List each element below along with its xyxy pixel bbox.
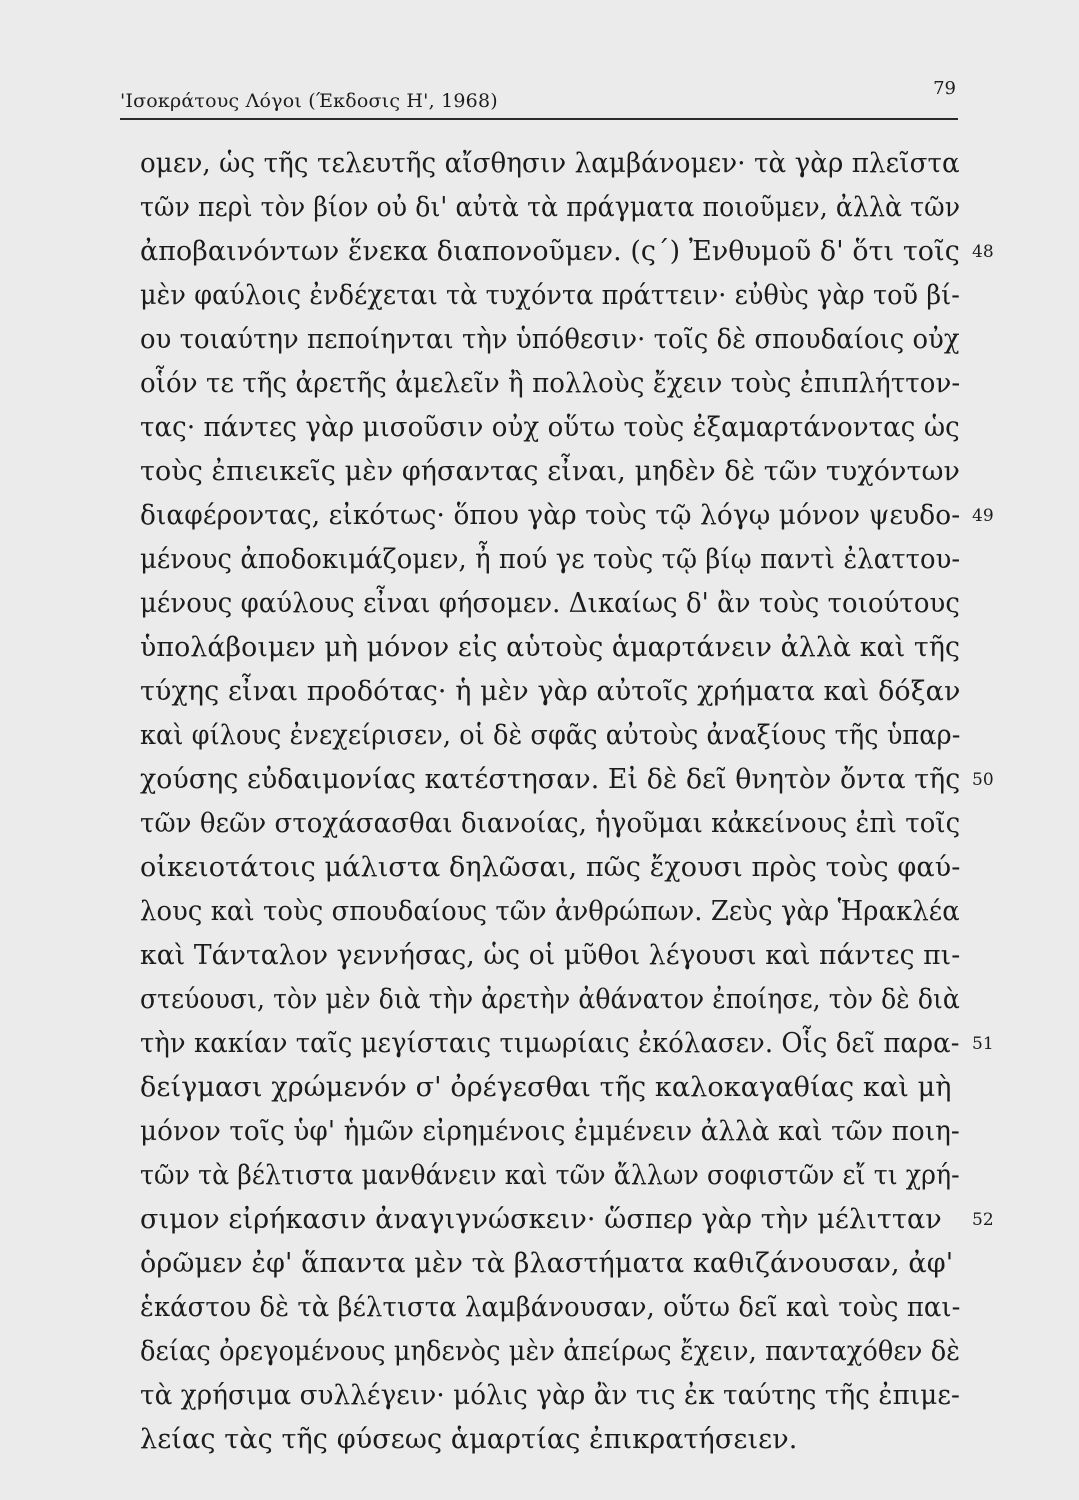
text-line: ου τοιαύτην πεποίηνται τὴν ὑπόθεσιν· τοῖς δὲ σπουδαίοις οὐχ: [140, 324, 960, 355]
section-number: 49: [972, 506, 994, 526]
text-line: καὶ Τάνταλον γεννήσας, ὡς οἱ μῦθοι λέγουσι καὶ πάντες πι-: [140, 940, 961, 971]
text-line: μένους φαύλους εἶναι φήσομεν. Δικαίως δ' ἂν τοὺς τοιούτους: [140, 588, 960, 619]
text-line: τύχης εἶναι προδότας· ἡ μὲν γὰρ αὐτοῖς χρήματα καὶ δόξαν: [140, 676, 961, 707]
page-number: 79: [933, 78, 956, 99]
text-line: μὲν φαύλοις ἐνδέχεται τὰ τυχόντα πράττειν· εὐθὺς γὰρ τοῦ βί-: [140, 280, 960, 311]
text-line: ομεν, ὡς τῆς τελευτῆς αἴσθησιν λαμβάνομεν· τὰ γὰρ πλεῖστα: [140, 148, 960, 179]
text-line: λείας τὰς τῆς φύσεως ἁμαρτίας ἐπικρατήσειεν.: [140, 1424, 798, 1455]
header-title: 'Ισοκράτους Λόγοι (Έκδοσις Η', 1968): [120, 90, 498, 112]
text-line: σιμον εἰρήκασιν ἀναγιγνώσκειν· ὥσπερ γὰρ τὴν μέλιτταν: [140, 1204, 942, 1235]
text-line: ὁρῶμεν ἐφ' ἅπαντα μὲν τὰ βλαστήματα καθιζάνουσαν, ἀφ': [140, 1248, 954, 1279]
text-line: μένους ἀποδοκιμάζομεν, ἦ πού γε τοὺς τῷ βίῳ παντὶ ἐλαττου-: [140, 544, 961, 575]
text-line: τῶν θεῶν στοχάσασθαι διανοίας, ἡγοῦμαι κἀκείνους ἐπὶ τοῖς: [140, 808, 961, 839]
text-line: καὶ φίλους ἐνεχείρισεν, οἱ δὲ σφᾶς αὐτοὺς ἀναξίους τῆς ὑπαρ-: [140, 720, 961, 751]
text-line: τοὺς ἐπιεικεῖς μὲν φήσαντας εἶναι, μηδὲν δὲ τῶν τυχόντων: [140, 456, 960, 487]
text-line: δείγμασι χρώμενόν σ' ὀρέγεσθαι τῆς καλοκαγαθίας καὶ μὴ: [140, 1072, 952, 1103]
running-header: [120, 78, 960, 118]
text-line: λους καὶ τοὺς σπουδαίους τῶν ἀνθρώπων. Ζεὺς γὰρ Ἡρακλέα: [140, 896, 960, 927]
text-line: μόνον τοῖς ὑφ' ἡμῶν εἰρημένοις ἐμμένειν ἀλλὰ καὶ τῶν ποιη-: [140, 1116, 960, 1147]
text-line: στεύουσι, τὸν μὲν διὰ τὴν ἀρετὴν ἀθάνατον ἐποίησε, τὸν δὲ διὰ: [140, 984, 960, 1015]
section-number: 50: [972, 770, 994, 790]
text-line: τῶν τὰ βέλτιστα μανθάνειν καὶ τῶν ἄλλων σοφιστῶν εἴ τι χρή-: [140, 1160, 960, 1191]
section-number: 48: [972, 242, 994, 262]
text-line: χούσης εὐδαιμονίας κατέστησαν. Εἰ δὲ δεῖ θνητὸν ὄντα τῆς: [140, 764, 961, 795]
text-line: οἷόν τε τῆς ἀρετῆς ἀμελεῖν ἢ πολλοὺς ἔχειν τοὺς ἐπιπλήττον-: [140, 368, 961, 399]
section-number: 52: [972, 1210, 994, 1230]
text-line: ἀποβαινόντων ἕνεκα διαπονοῦμεν. (ς΄) Ἐνθυμοῦ δ' ὅτι τοῖς: [140, 236, 960, 267]
text-line: τας· πάντες γὰρ μισοῦσιν οὐχ οὕτω τοὺς ἐξαμαρτάνοντας ὡς: [140, 412, 960, 443]
header-rule: [120, 118, 958, 120]
text-line: δείας ὀρεγομένους μηδενὸς μὲν ἀπείρως ἔχειν, πανταχόθεν δὲ: [140, 1336, 961, 1367]
text-line: τὴν κακίαν ταῖς μεγίσταις τιμωρίαις ἐκόλασεν. Οἷς δεῖ παρα-: [140, 1028, 960, 1059]
text-line: οἰκειοτάτοις μάλιστα δηλῶσαι, πῶς ἔχουσι πρὸς τοὺς φαύ-: [140, 852, 961, 883]
text-line: ἑκάστου δὲ τὰ βέλτιστα λαμβάνουσαν, οὕτω δεῖ καὶ τοὺς παι-: [140, 1292, 961, 1323]
text-line: τῶν περὶ τὸν βίον οὐ δι' αὐτὰ τὰ πράγματα ποιοῦμεν, ἀλλὰ τῶν: [140, 192, 961, 223]
text-line: διαφέροντας, εἰκότως· ὅπου γὰρ τοὺς τῷ λόγῳ μόνον ψευδο-: [140, 500, 961, 531]
section-number: 51: [972, 1034, 994, 1054]
text-line: ὑπολάβοιμεν μὴ μόνον εἰς αὑτοὺς ἁμαρτάνειν ἀλλὰ καὶ τῆς: [140, 632, 961, 663]
text-line: τὰ χρήσιμα συλλέγειν· μόλις γὰρ ἂν τις ἐκ ταύτης τῆς ἐπιμε-: [140, 1380, 960, 1411]
